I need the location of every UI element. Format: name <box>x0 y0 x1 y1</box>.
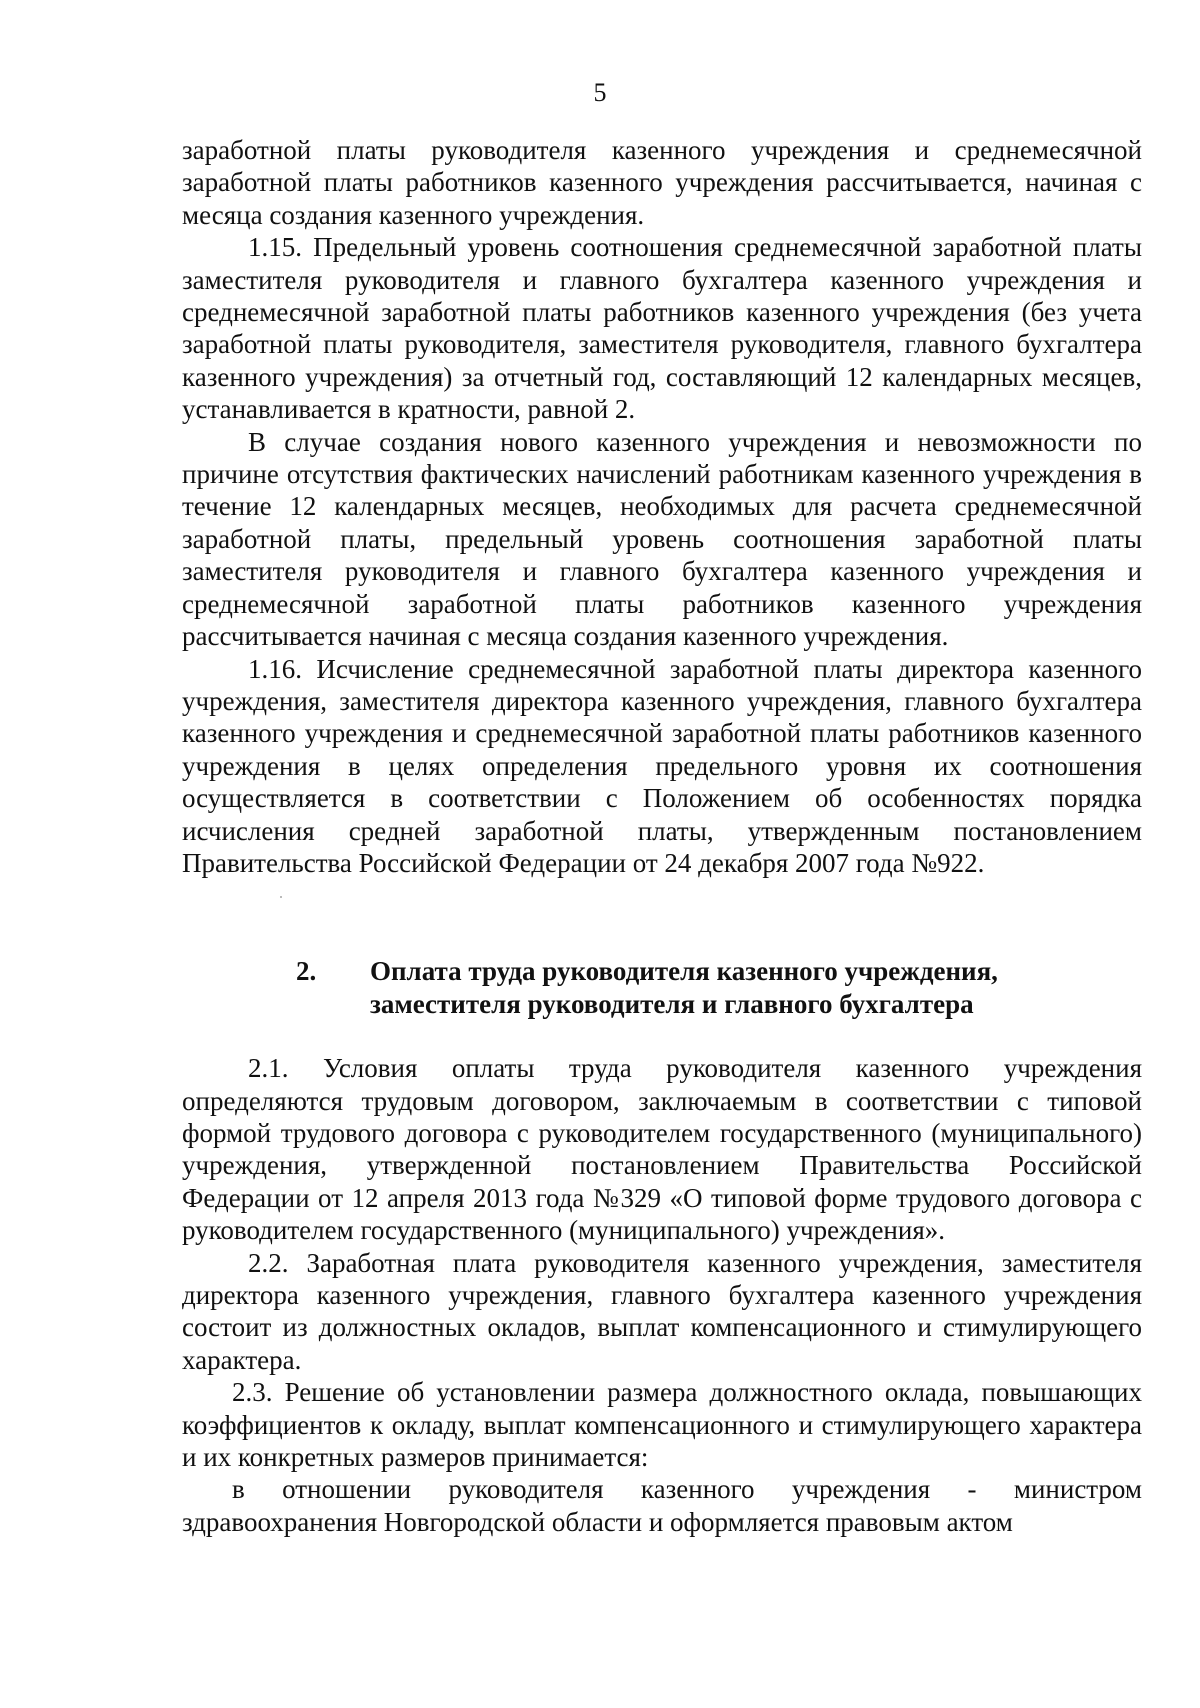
paragraph-2-3: 2.3. Решение об установлении размера должностного оклада, повышающих коэффициентов к окладу, выплат компенсационного и стимулирующего характера и их конкретных размеров принимается: <box>182 1377 1142 1473</box>
page-number: 5 <box>593 78 607 107</box>
section-2-heading <box>182 955 1142 1020</box>
section-title-line-2: заместителя руководителя и главного бухгалтера <box>370 988 974 1019</box>
paragraph-continuation: заработной платы руководителя казенного учреждения и среднемесячной заработной платы работников казенного учреждения рассчитывается, начиная с месяца создания казенного учреждения. <box>182 135 1142 230</box>
document-body <box>182 134 1142 1538</box>
paragraph-director-decision: в отношении руководителя казенного учреждения - министром здравоохранения Новгородской области и оформляется правовым актом <box>182 1474 1142 1537</box>
paragraph-new-institution: В случае создания нового казенного учреждения и невозможности по причине отсутствия фактических начислений работникам казенного учреждения в течение 12 календарных месяцев, необходимых для расчета среднемесячной заработной платы, предельный уровень соотношения заработной платы заместителя руководителя и главного бухгалтера казенного учреждения и среднемесячной заработной платы работников казенного учреждения рассчитывается начиная с месяца создания казенного учреждения. <box>182 426 1142 652</box>
section-number: 2. <box>296 956 317 987</box>
section-title-line-1: Оплата труда руководителя казенного учреждения, <box>370 956 998 987</box>
paragraph-2-2: 2.2. Заработная плата руководителя казенного учреждения, заместителя директора казенного учреждения, главного бухгалтера казенного учреждения состоит из должностных окладов, выплат компенсационного и стимулирующего характера. <box>182 1247 1142 1375</box>
paragraph-1-15: 1.15. Предельный уровень соотношения среднемесячной заработной платы заместителя руководителя и главного бухгалтера казенного учреждения и среднемесячной заработной платы работников казенного учреждения (без учета заработной платы руководителя, заместителя руководителя, главного бухгалтера казенного учреждения) за отчетный год, составляющий 12 календарных месяцев, устанавливается в кратности, равной 2. <box>182 232 1142 425</box>
paragraph-1-16: 1.16. Исчисление среднемесячной заработной платы директора казенного учреждения, заместителя директора казенного учреждения, главного бухгалтера казенного учреждения и среднемесячной заработной платы работников казенного учреждения в целях определения предельного уровня их соотношения осуществляется в соответствии с Положением об особенностях порядка исчисления средней заработной платы, утвержденным постановлением Правительства Российской Федерации от 24 декабря 2007 года №922. <box>182 653 1142 878</box>
paragraph-2-1: 2.1. Условия оплаты труда руководителя казенного учреждения определяются трудовым договором, заключаемым в соответствии с типовой формой трудового договора с руководителем государственного (муниципального) учреждения, утвержденной постановлением Правительства Российской Федерации от 12 апреля 2013 года №329 «О типовой форме трудового договора с руководителем государственного (муниципального) учреждения». <box>182 1053 1142 1246</box>
